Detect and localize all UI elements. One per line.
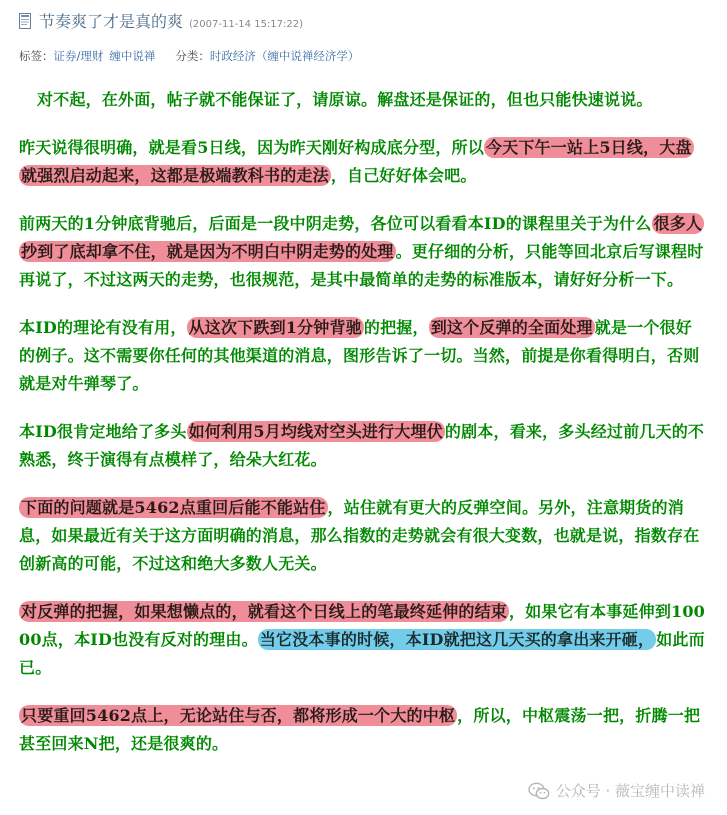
post-body — [19, 86, 707, 778]
paragraph-text: 本ID很肯定地给了多头 — [19, 422, 187, 441]
highlight-red: 从这次下跌到1分钟背驰 — [188, 318, 362, 337]
paragraph-text: ，所以，中枢震荡一把，折腾一把甚至回来N把，还是很爽的。 — [19, 706, 701, 753]
watermark-text: 公众号 · 薇宝缠中读禅 — [555, 782, 705, 800]
highlight-red: 只要重回5462点上，无论站住与否，都将形成一个大的中枢 — [21, 706, 456, 725]
paragraph-text: ，自己好好体会吧。 — [330, 166, 477, 185]
highlight-red: 下面的问题就是5462点重回后能不能站住 — [21, 498, 326, 517]
highlight-blue: 当它没本事的时候，本ID就把这几天买的拿出来开砸， — [259, 630, 655, 649]
paragraph-text: 前两天的1分钟底背驰后，后面是一段中阴走势，各位可以看看本ID的课程里关于为什么 — [19, 214, 652, 233]
paragraph-8 — [19, 702, 707, 758]
post-header — [0, 0, 727, 80]
tag-link-finance[interactable]: 证券/理财 — [53, 49, 104, 63]
paragraph-2 — [19, 134, 707, 190]
paragraph-text: ，如果它有本事延伸到10000点，本ID也没有反对的理由。 — [19, 602, 706, 649]
paragraph-text: 的把握， — [363, 318, 429, 337]
paragraph-text: ，站住就有更大的反弹空间。另外，注意期货的消息，如果最近有关于这方面明确的消息，那么指数的走势就会有很大变数，也就是说，指数存在创新高的可能，不过这和绝大多数人无关。 — [19, 498, 700, 573]
category-link[interactable]: 时政经济（缠中说禅经济学） — [209, 49, 360, 63]
highlight-red: 今天下午一站上5日线，大盘就强烈启动起来，这都是极端教科书的走法 — [21, 138, 692, 185]
document-icon — [19, 13, 31, 29]
paragraph-text: 昨天说得很明确，就是看5日线，因为昨天刚好构成底分型，所以 — [19, 138, 484, 157]
category-label: 分类： — [175, 49, 210, 63]
paragraph-text: 。更仔细的分析，只能等回北京后写课程时再说了，不过这两天的走势，也很规范，是其中最简单的走势的标准版本，请好好分析一下。 — [19, 242, 704, 289]
paragraph-text: 如此而已。 — [19, 630, 705, 677]
highlight-red: 对反弹的把握，如果想懒点的，就看这个日线上的笔最终延伸的结束 — [21, 602, 508, 621]
tag-link-chan[interactable]: 缠中说禅 — [109, 49, 156, 63]
post-title[interactable] — [39, 9, 303, 32]
post-meta — [19, 48, 359, 64]
paragraph-1 — [19, 86, 707, 114]
tags-label: 标签： — [19, 49, 54, 63]
paragraph-7 — [19, 598, 707, 682]
highlight-red: 如何利用5月均线对空头进行大埋伏 — [188, 422, 443, 441]
paragraph-3 — [19, 210, 707, 294]
paragraph-4 — [19, 314, 707, 398]
paragraph-5 — [19, 418, 707, 474]
paragraph-text: 对不起，在外面，帖子就不能保证了，请原谅。解盘还是保证的，但也只能快速说说。 — [37, 90, 653, 109]
paragraph-text: 的剧本，看来，多头经过前几天的不熟悉，终于演得有点模样了，给朵大红花。 — [19, 422, 705, 469]
highlight-red: 到这个反弹的全面处理 — [430, 318, 593, 337]
paragraph-text: 本ID的理论有没有用， — [19, 318, 187, 337]
highlight-red: 很多人抄到了底却拿不住，就是因为不明白中阴走势的处理 — [21, 214, 703, 261]
post-date: (2007-11-14 15:17:22) — [189, 19, 304, 30]
wechat-icon — [528, 782, 550, 800]
watermark — [522, 780, 705, 801]
paragraph-6 — [19, 494, 707, 578]
post-title-text[interactable]: 节奏爽了才是真的爽 — [39, 12, 184, 31]
paragraph-text: 就是一个很好的例子。这不需要你任何的其他渠道的消息，图形告诉了一切。当然，前提是你看得明白，否则就是对牛弹琴了。 — [19, 318, 700, 393]
